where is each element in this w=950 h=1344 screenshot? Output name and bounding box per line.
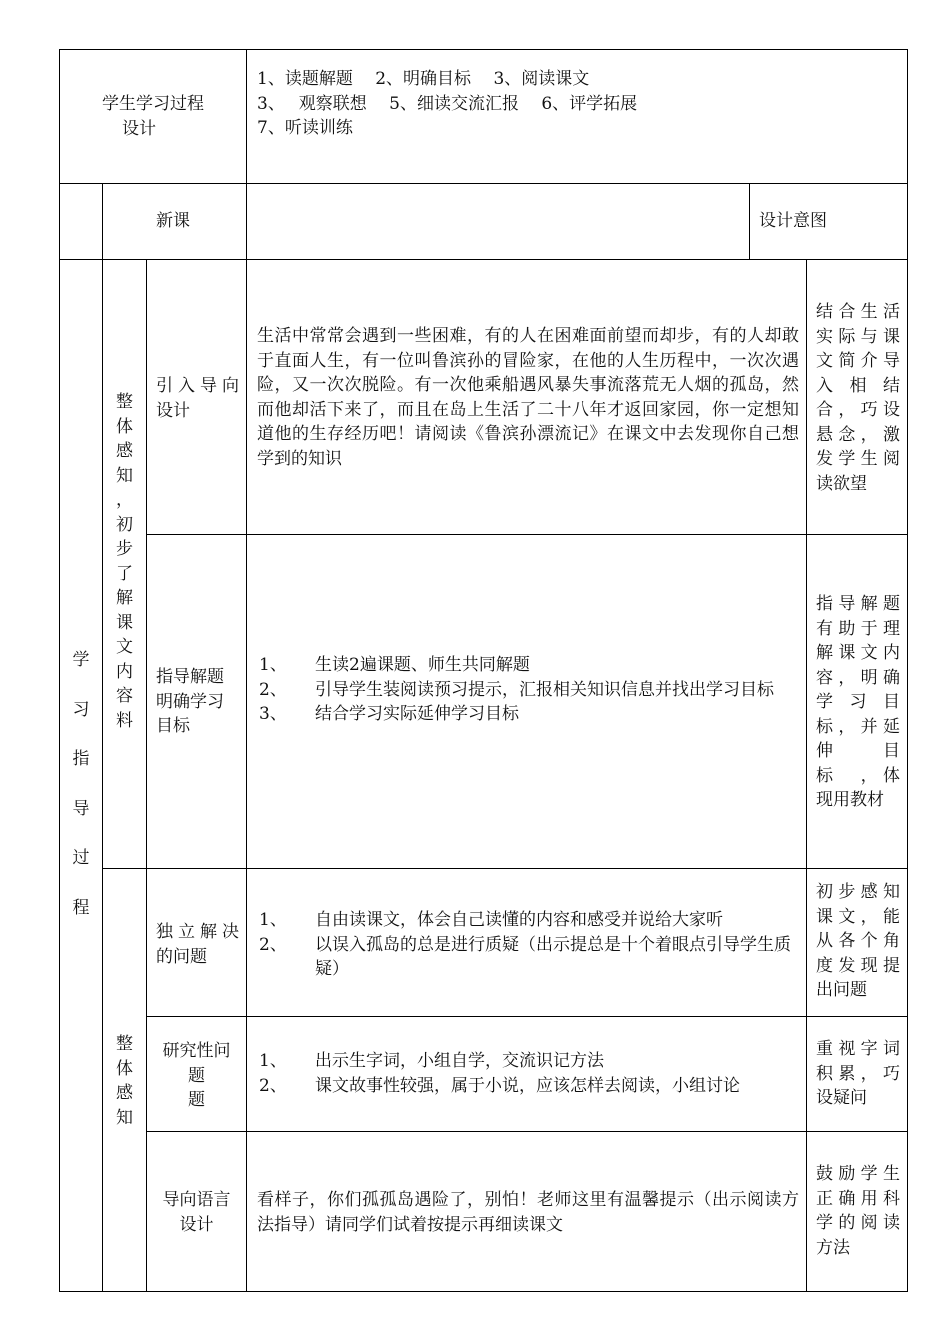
list-item (259, 908, 799, 933)
research-stage-line3: 题 (188, 1090, 205, 1110)
research-list (259, 1049, 799, 1098)
section1-label-char: 了 (116, 563, 133, 584)
solve-list (259, 908, 799, 982)
list-item (259, 653, 799, 678)
section1-label-char: 内 (116, 661, 133, 682)
section2-label-char: 知 (116, 1107, 133, 1128)
process-steps-line1: 1、读题解题 2、明确目标 3、阅读课文 (257, 69, 590, 89)
research-stage-line2: 题 (188, 1065, 205, 1086)
intro-content: 生活中常常会遇到一些困难，有的人在困难面前望而却步，有的人却敢于直面人生，有一位叫鲁滨孙的冒险家，在他的人生历程中，一次次遇险，又一次次脱险。有一次他乘船遇风暴失事流落荒无人烟的孤岛，然而他却活下来了，而且在岛上生活了二十八年才返回家园，你一定想知道他的生存经历吧！请阅读《鲁滨孙漂流记》在课文中去发现你自己想学到的知识 (257, 326, 799, 469)
list-item-text: 结合学习实际延伸学习目标 (315, 704, 519, 724)
section1-label-char: 感 (116, 441, 133, 461)
section2-label-char: 感 (116, 1083, 133, 1103)
section1-label-char: 步 (116, 539, 133, 559)
goals-list (259, 653, 799, 727)
outer-label-char: 导 (72, 798, 90, 819)
solve-stage-label: 独立解决的问题 (156, 922, 239, 967)
section1-label-char: 初 (116, 514, 133, 535)
section1-label-char: 文 (116, 637, 133, 657)
outer-label-char: 习 (72, 699, 90, 720)
guide-stage-line2: 设计 (179, 1214, 214, 1235)
list-item-num: 1、 (259, 655, 287, 675)
section1-label-char: 知 (116, 465, 133, 486)
goals-stage-label (156, 665, 241, 739)
goals-stage-line1: 指导解题 (156, 667, 224, 687)
outer-label-char: 过 (72, 848, 90, 868)
list-item-num: 2、 (259, 934, 287, 955)
solve-intent: 初步感知课文，能从各个角度发现提出问题 (816, 882, 900, 1000)
section1-label-char: 料 (116, 710, 133, 731)
intro-stage-label: 引入导向设计 (156, 376, 239, 421)
new-lesson-header: 新课 (156, 211, 190, 231)
section1-label-char: 整 (116, 392, 133, 412)
section1-label-char: 容 (116, 686, 133, 706)
process-steps-line3: 7、听读训练 (257, 118, 353, 138)
list-item-text: 自由读课文，体会自己读懂的内容和感受并说给大家听 (315, 910, 723, 930)
list-item-text: 生读2遍课题、师生共同解题 (315, 655, 530, 675)
guide-intent: 鼓励学生正确用科学的阅读方法 (816, 1164, 900, 1258)
goals-stage-line2: 明确学习 (156, 691, 224, 712)
guide-content: 看样子，你们孤孤岛遇险了，别怕！老师这里有温馨提示（出示阅读方法指导）请同学们试着按提示再细读课文 (257, 1190, 799, 1235)
section1-label-char: 体 (116, 416, 133, 437)
outer-label (60, 636, 102, 933)
section2-label-char: 整 (116, 1034, 133, 1054)
list-item (259, 702, 799, 727)
outer-label-char: 程 (72, 897, 90, 918)
guide-stage-label (147, 1188, 246, 1237)
list-item-text: 以误入孤岛的总是进行质疑（出示提总是十个着眼点引导学生质疑） (315, 934, 791, 979)
list-item-num: 2、 (259, 679, 287, 700)
research-intent: 重视字词积累，巧设疑问 (816, 1039, 900, 1108)
guide-stage-line1: 导向语言 (162, 1190, 231, 1210)
section1-label-char: ， (116, 490, 133, 510)
process-design-label-line1: 学生学习过程 (102, 94, 204, 114)
goals-stage-line3: 目标 (156, 716, 190, 736)
section2-label-char: 体 (116, 1058, 133, 1079)
list-item (259, 678, 799, 703)
section1-label-char: 解 (116, 588, 133, 608)
process-steps (257, 67, 897, 141)
goals-intent: 指导解题有助于理解课文内容，明确学习目标，并延伸目标 ，体现用教材 (816, 594, 900, 810)
section1-label (103, 390, 146, 733)
list-item (259, 1074, 799, 1099)
process-steps-line2: 3、 观察联想 5、细读交流汇报 6、评学拓展 (257, 93, 638, 114)
list-item-num: 2、 (259, 1075, 287, 1096)
outer-label-char: 指 (72, 749, 90, 769)
list-item-num: 3、 (259, 704, 287, 724)
section2-label (103, 1032, 146, 1130)
process-design-label-line2: 设计 (122, 118, 156, 139)
section1-label-char: 课 (116, 612, 133, 633)
list-item (259, 933, 799, 982)
list-item-text: 引导学生装阅读预习提示，汇报相关知识信息并找出学习目标 (315, 679, 774, 700)
list-item-num: 1、 (259, 1051, 287, 1071)
process-design-label (60, 92, 246, 141)
list-item (259, 1049, 799, 1074)
list-item-text: 课文故事性较强，属于小说，应该怎样去阅读，小组讨论 (315, 1075, 740, 1096)
list-item-num: 1、 (259, 910, 287, 930)
research-stage-line1: 研究性问 (162, 1041, 231, 1061)
outer-label-char: 学 (72, 650, 90, 670)
design-intent-header: 设计意图 (759, 211, 827, 231)
research-stage-label (147, 1039, 246, 1113)
list-item-text: 出示生字词，小组自学，交流识记方法 (315, 1051, 604, 1071)
intro-intent: 结合生活实际与课文简介导入相结合，巧设悬念，激发学生阅读欲望 (816, 302, 900, 494)
